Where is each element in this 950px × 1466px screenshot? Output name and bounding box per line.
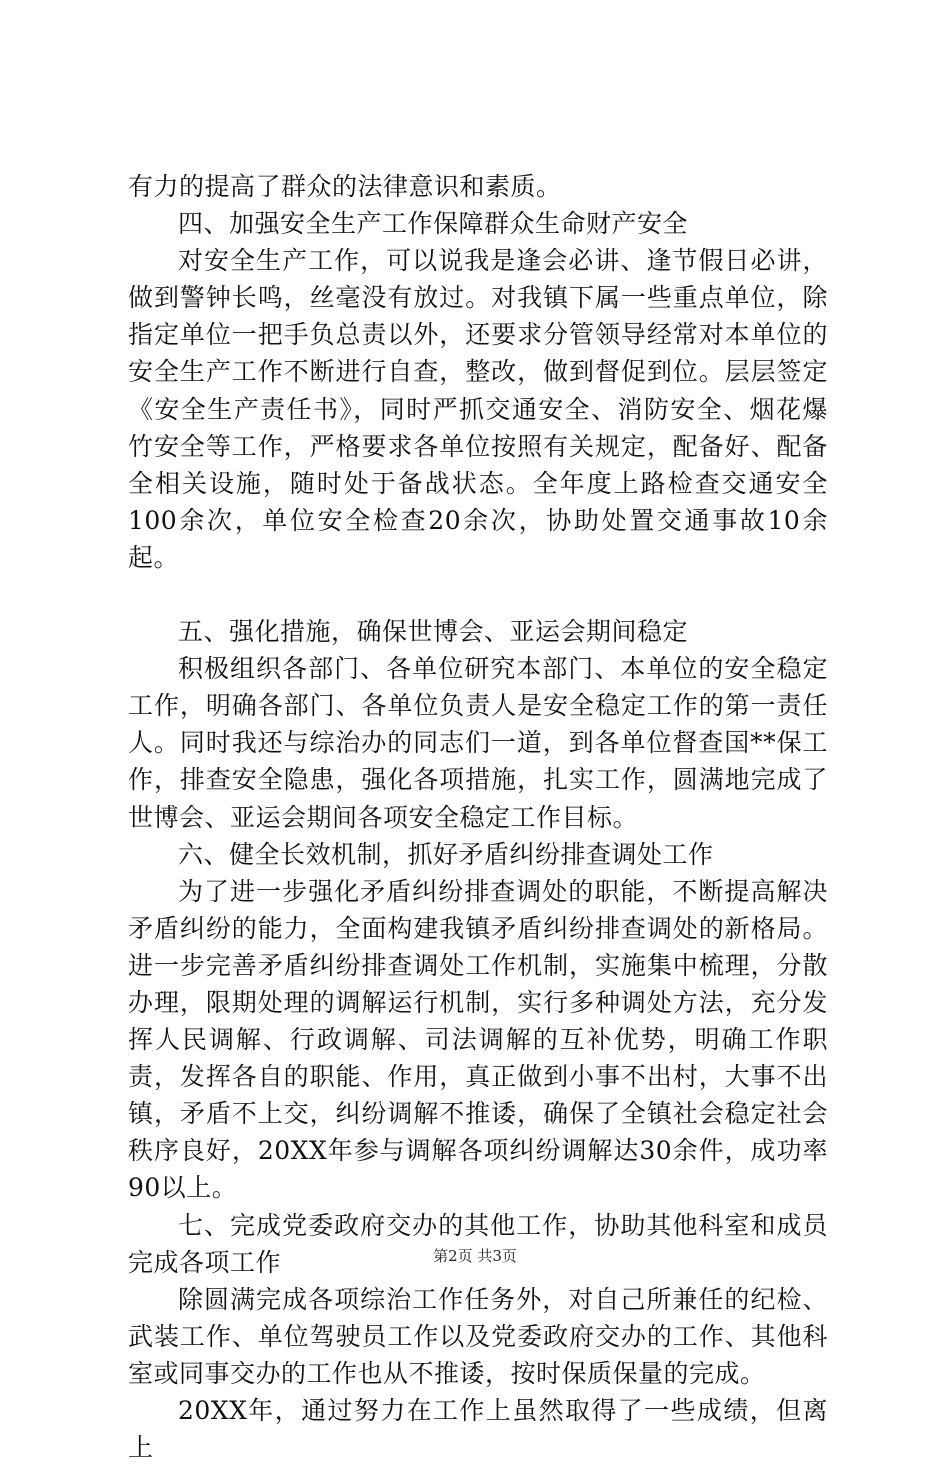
section-heading: 七、完成党委政府交办的其他工作，协助其他科室和成员完成各项工作: [128, 1210, 828, 1277]
section-heading: 六、健全长效机制，抓好矛盾纠纷排查调处工作: [178, 839, 714, 869]
paragraph: 积极组织各部门、各单位研究本部门、本单位的安全稳定工作，明确各部门、各单位负责人是安全稳定工作的第一责任人。同时我还与综治办的同志们一道，到各单位督查国**保工作，排查安全隐患，强化各项措施，扎实工作，圆满地完成了世博会、亚运会期间各项安全稳定工作目标。: [128, 654, 828, 832]
paragraph: 除圆满完成各项综治工作任务外，对自己所兼任的纪检、武装工作、单位驾驶员工作以及党委政府交办的工作、其他科室或同事交办的工作也从不推诿，按时保质保量的完成。: [128, 1284, 828, 1388]
paragraph: 对安全生产工作，可以说我是逢会必讲、逢节假日必讲，做到警钟长鸣，丝毫没有放过。对我镇下属一些重点单位，除指定单位一把手负总责以外，还要求分管领导经常对本单位的安全生产工作不断进行自查，整改，做到督促到位。层层签定《安全生产责任书》，同时严抓交通安全、消防安全、烟花爆竹安全等工作，严格要求各单位按照有关规定，配备好、配备全相关设施，随时处于备战状态。全年度上路检查交通安全100余次，单位安全检查20余次，协助处置交通事故10余起。: [128, 246, 828, 572]
document-body: [128, 168, 828, 1466]
section-heading: 五、强化措施，确保世博会、亚运会期间稳定: [178, 617, 689, 647]
page-footer: [0, 1245, 950, 1266]
paragraph: 为了进一步强化矛盾纠纷排查调处的职能，不断提高解决矛盾纠纷的能力，全面构建我镇矛盾纠纷排查调处的新格局。进一步完善矛盾纠纷排查调处工作机制，实施集中梳理，分散办理，限期处理的调解运行机制，实行多种调处方法，充分发挥人民调解、行政调解、司法调解的互补优势，明确工作职责，发挥各自的职能、作用，真正做到小事不出村，大事不出镇，矛盾不上交，纠纷调解不推诿，确保了全镇社会稳定社会秩序良好，20XX年参与调解各项纠纷调解达30余件，成功率90以上。: [128, 876, 828, 1203]
page-number: 第2页 共3页: [433, 1247, 517, 1265]
paragraph: 有力的提高了群众的法律意识和素质。: [128, 172, 562, 201]
section-heading: 四、加强安全生产工作保障群众生命财产安全: [178, 209, 689, 239]
paragraph: 20XX年，通过努力在工作上虽然取得了一些成绩，但离上: [128, 1396, 828, 1463]
